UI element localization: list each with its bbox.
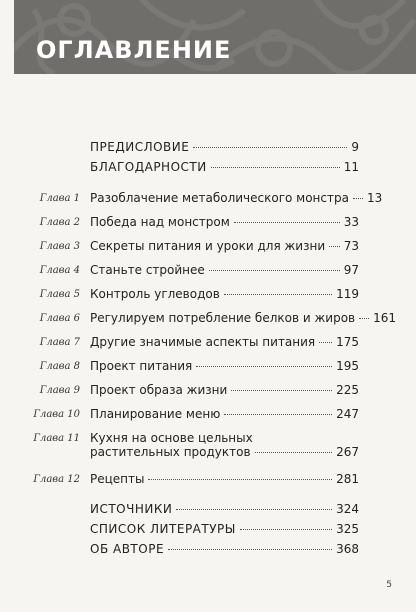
entry-title: ПРЕДИСЛОВИЕ [90,140,190,154]
dot-leader [319,342,332,343]
entry-page: 73 [343,239,359,253]
entry-page: 267 [336,445,359,459]
dot-leader [224,294,332,295]
chapter-label: Глава 2 [39,217,80,228]
toc-row [0,239,416,261]
entry-title: Регулируем потребление белков и жиров [90,311,356,325]
entry-title-line2-row [90,445,359,459]
entry-page: 225 [336,383,359,397]
toc-row [0,522,416,544]
entry-title: Другие значимые аспекты питания [90,335,316,349]
toc-row [0,383,416,405]
dot-leader [148,479,332,480]
entry-title: Рецепты [90,472,145,486]
dot-leader [211,167,340,168]
entry-title: БЛАГОДАРНОСТИ [90,160,207,174]
entry-title: Разоблачение метаболического монстра [90,191,349,205]
dot-leader [240,529,332,530]
toc-row [0,542,416,564]
toc-entry [90,160,359,174]
entry-page: 33 [343,215,359,229]
toc-row [0,263,416,285]
toc-entry [90,407,359,421]
entry-title-line1: Кухня на основе цельных [90,431,253,445]
dot-leader [359,318,369,319]
dot-leader [209,270,340,271]
entry-title: Проект образа жизни [90,383,228,397]
entry-page: 11 [343,160,359,174]
entry-page: 13 [366,191,383,205]
chapter-label: Глава 9 [39,385,80,396]
chapter-label: Глава 7 [39,337,80,348]
toc-row [0,472,416,494]
entry-page: 247 [336,407,359,421]
chapter-label: Глава 1 [39,193,80,204]
entry-title: ИСТОЧНИКИ [90,502,173,516]
toc-row [0,191,416,213]
chapter-label: Глава 8 [39,361,80,372]
toc-row [0,160,416,182]
dot-leader [176,509,332,510]
toc-row [0,287,416,309]
dot-leader [353,198,363,199]
chapter-label: Глава 6 [39,313,80,324]
entry-title: Победа над монстром [90,215,230,229]
page-title: ОГЛАВЛЕНИЕ [36,36,232,64]
chapter-label: Глава 3 [39,241,80,252]
chapter-label: Глава 12 [33,474,80,485]
toc-entry [90,215,359,229]
entry-title-line2: растительных продуктов [90,445,251,459]
entry-title: Проект питания [90,359,193,373]
toc-row [0,215,416,237]
toc-row [0,431,416,471]
toc-entry [90,359,359,373]
entry-title: ОБ АВТОРЕ [90,542,165,556]
toc-row [0,359,416,381]
dot-leader [168,549,332,550]
dot-leader [231,390,332,391]
chapter-label: Глава 10 [33,409,80,420]
entry-page: 368 [336,542,359,556]
entry-page: 161 [373,311,397,325]
entry-page: 324 [336,502,359,516]
dot-leader [234,222,340,223]
dot-leader [193,147,347,148]
chapter-label: Глава 11 [33,433,80,444]
toc-entry [90,383,359,397]
entry-page: 325 [336,522,359,536]
entry-page: 195 [336,359,359,373]
toc-row [0,140,416,162]
entry-title: Станьте стройнее [90,263,205,277]
toc-row [0,407,416,429]
entry-title: СПИСОК ЛИТЕРАТУРЫ [90,522,236,536]
chapter-label: Глава 5 [39,289,80,300]
toc-entry [90,472,359,486]
toc-entry [90,287,359,301]
entry-title: Секреты питания и уроки для жизни [90,239,326,253]
dot-leader [196,366,332,367]
page-number: 5 [386,580,392,590]
entry-title: Контроль углеводов [90,287,220,301]
toc-entry [90,542,359,556]
chapter-label: Глава 4 [39,265,80,276]
dot-leader [329,246,340,247]
toc-row [0,502,416,524]
dot-leader [255,452,333,453]
toc-entry [90,140,359,154]
toc-entry [90,431,359,459]
entry-page: 175 [336,335,359,349]
entry-page: 97 [343,263,359,277]
toc-entry [90,191,383,205]
dot-leader [224,414,332,415]
entry-page: 119 [336,287,359,301]
toc-entry [90,263,359,277]
toc-entry [90,311,397,325]
entry-page: 281 [336,472,359,486]
entry-title: Планирование меню [90,407,221,421]
toc-entry [90,335,359,349]
toc-row [0,335,416,357]
toc-entry [90,502,359,516]
entry-page: 9 [351,140,359,154]
toc-entry [90,239,359,253]
toc-row [0,311,416,333]
toc-entry [90,522,359,536]
